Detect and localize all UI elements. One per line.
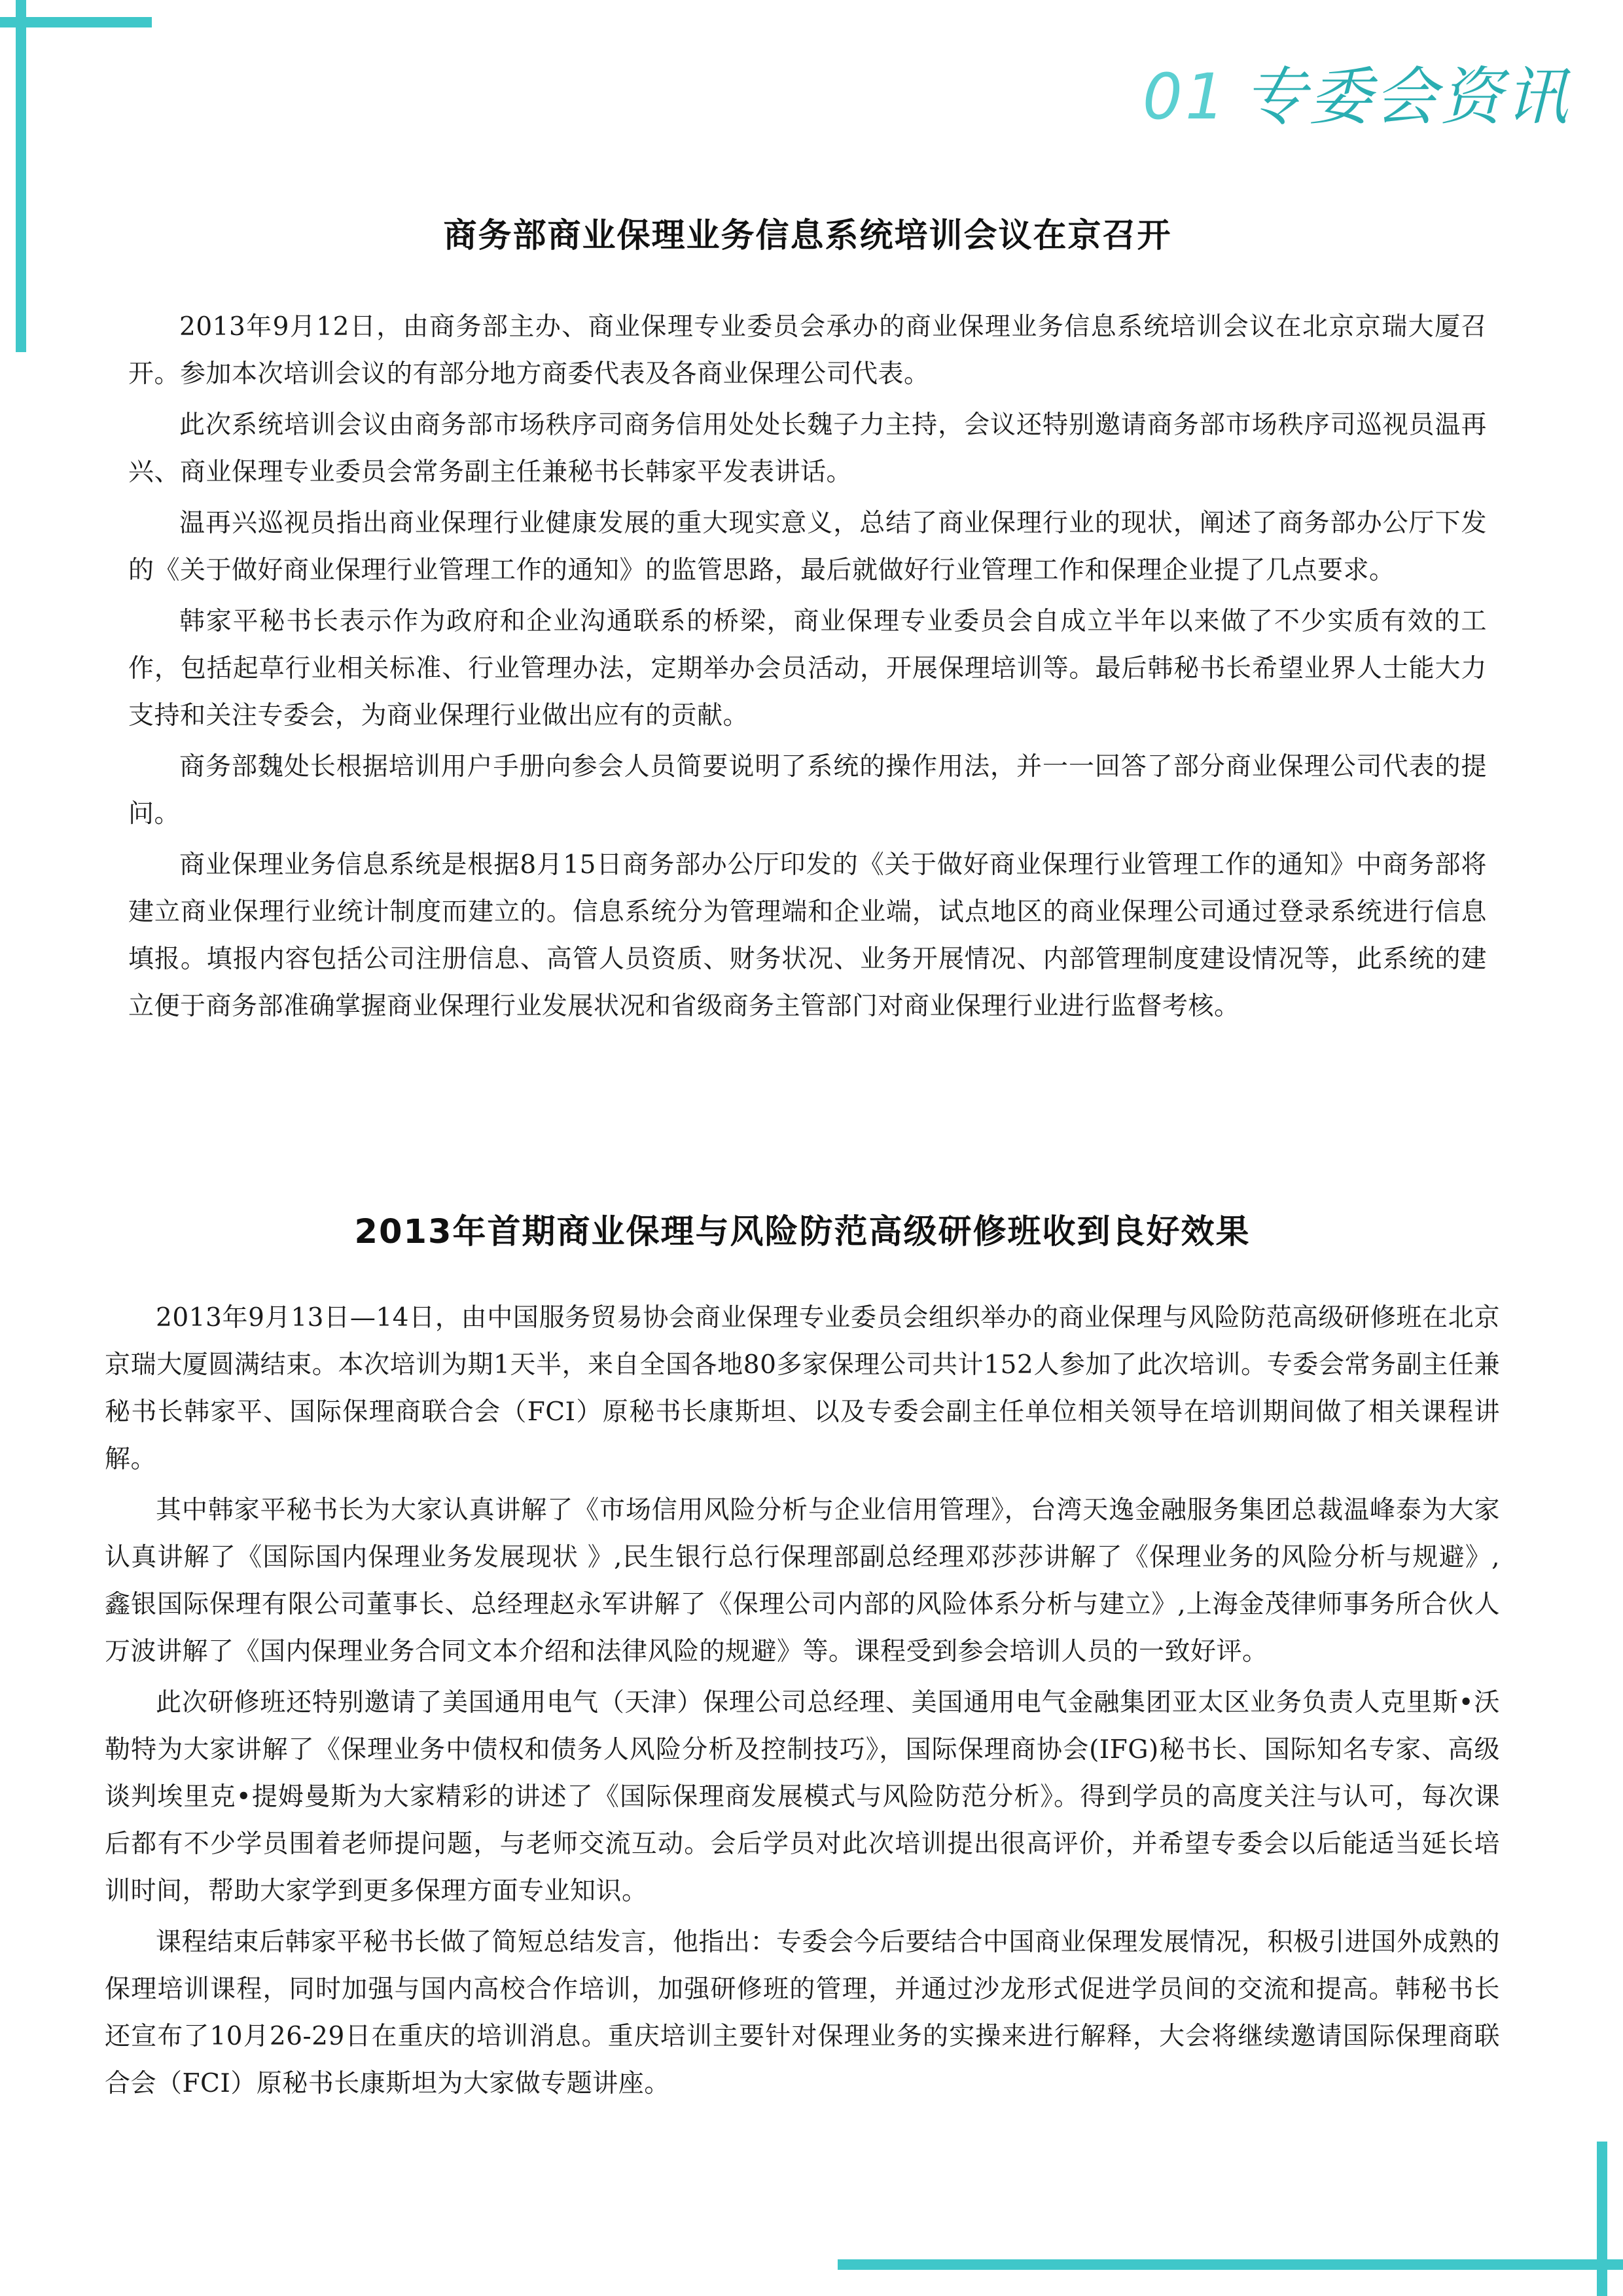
article-paragraph: 此次研修班还特别邀请了美国通用电气（天津）保理公司总经理、美国通用电气金融集团亚太区业务负责人克里斯•沃勒特为大家讲解了《保理业务中债权和债务人风险分析及控制技巧》，国际保理商协会(IFG)秘书长、国际知名专家、高级谈判埃里克•提姆曼斯为大家精彩的讲述了《国际保理商发展模式与风险防范分析》。得到学员的高度关注与认可，每次课后都有不少学员围着老师提问题，与老师交流互动。会后学员对此次培训提出很高评价，并希望专委会以后能适当延长培训时间，帮助大家学到更多保理方面专业知识。 [105,1688,1500,1906]
corner-accent-bottom-horizontal [838,2259,1623,2270]
article-paragraph: 温再兴巡视员指出商业保理行业健康发展的重大现实意义，总结了商业保理行业的现状，阐述了商务部办公厅下发的《关于做好商业保理行业管理工作的通知》的监管思路，最后就做好行业管理工作和保理企业提了几点要求。 [128,509,1487,585]
article-paragraph: 其中韩家平秘书长为大家认真讲解了《市场信用风险分析与企业信用管理》，台湾天逸金融服务集团总裁温峰泰为大家认真讲解了《国际国内保理业务发展现状 》,民生银行总行保理部副总经理邓莎莎讲解了《保理业务的风险分析与规避》,鑫银国际保理有限公司董事长、总经理赵永军讲解了《保理公司内部的风险体系分析与建立》,上海金茂律师事务所合伙人万波讲解了《国内保理业务合同文本介绍和法律风险的规避》等。课程受到参会培训人员的一致好评。 [105,1496,1500,1666]
article-paragraph: 商务部魏处长根据培训用户手册向参会人员简要说明了系统的操作用法，并一一回答了部分商业保理公司代表的提问。 [128,752,1487,829]
article-1 [128,208,1487,1034]
article-paragraph: 商业保理业务信息系统是根据8月15日商务部办公厅印发的《关于做好商业保理行业管理工作的通知》中商务部将建立商业保理行业统计制度而建立的。信息系统分为管理端和企业端，试点地区的商业保理公司通过登录系统进行信息填报。填报内容包括公司注册信息、高管人员资质、财务状况、业务开展情况、内部管理制度建设情况等，此系统的建立便于商务部准确掌握商业保理行业发展状况和省级商务主管部门对商业保理行业进行监督考核。 [128,850,1487,1021]
corner-accent-top-vertical [16,0,26,352]
section-number: 01 [1142,60,1228,134]
article-title: 商务部商业保理业务信息系统培训会议在京召开 [443,217,1172,255]
article-paragraph: 课程结束后韩家平秘书长做了简短总结发言，他指出：专委会今后要结合中国商业保理发展情况，积极引进国外成熟的保理培训课程，同时加强与国内高校合作培训，加强研修班的管理，并通过沙龙形式促进学员间的交流和提高。韩秘书长还宣布了10月26-29日在重庆的培训消息。重庆培训主要针对保理业务的实操来进行解释，大会将继续邀请国际保理商联合会（FCI）原秘书长康斯坦为大家做专题讲座。 [105,1928,1501,2098]
article-paragraph: 韩家平秘书长表示作为政府和企业沟通联系的桥梁，商业保理专业委员会自成立半年以来做了不少实质有效的工作，包括起草行业相关标准、行业管理办法，定期举办会员活动，开展保理培训等。最后韩秘书长希望业界人士能大力支持和关注专委会，为商业保理行业做出应有的贡献。 [128,607,1487,730]
section-label: 专委会资讯 [1243,60,1571,134]
article-paragraph: 2013年9月12日，由商务部主办、商业保理专业委员会承办的商业保理业务信息系统培训会议在北京京瑞大厦召开。参加本次培训会议的有部分地方商委代表及各商业保理公司代表。 [128,312,1487,389]
section-header [1143,47,1571,137]
corner-accent-bottom-vertical [1597,2142,1607,2296]
article-paragraph: 2013年9月13日—14日，由中国服务贸易协会商业保理专业委员会组织举办的商业保理与风险防范高级研修班在北京京瑞大厦圆满结束。本次培训为期1天半，来自全国各地80多家保理公司共计152人参加了此次培训。专委会常务副主任兼秘书长韩家平、国际保理商联合会（FCI）原秘书长康斯坦、以及专委会副主任单位相关领导在培训期间做了相关课程讲解。 [105,1303,1500,1474]
article-2 [105,1204,1500,2111]
article-paragraph: 此次系统培训会议由商务部市场秩序司商务信用处处长魏子力主持，会议还特别邀请商务部市场秩序司巡视员温再兴、商业保理专业委员会常务副主任兼秘书长韩家平发表讲话。 [128,410,1487,487]
article-title: 2013年首期商业保理与风险防范高级研修班收到良好效果 [354,1213,1251,1251]
